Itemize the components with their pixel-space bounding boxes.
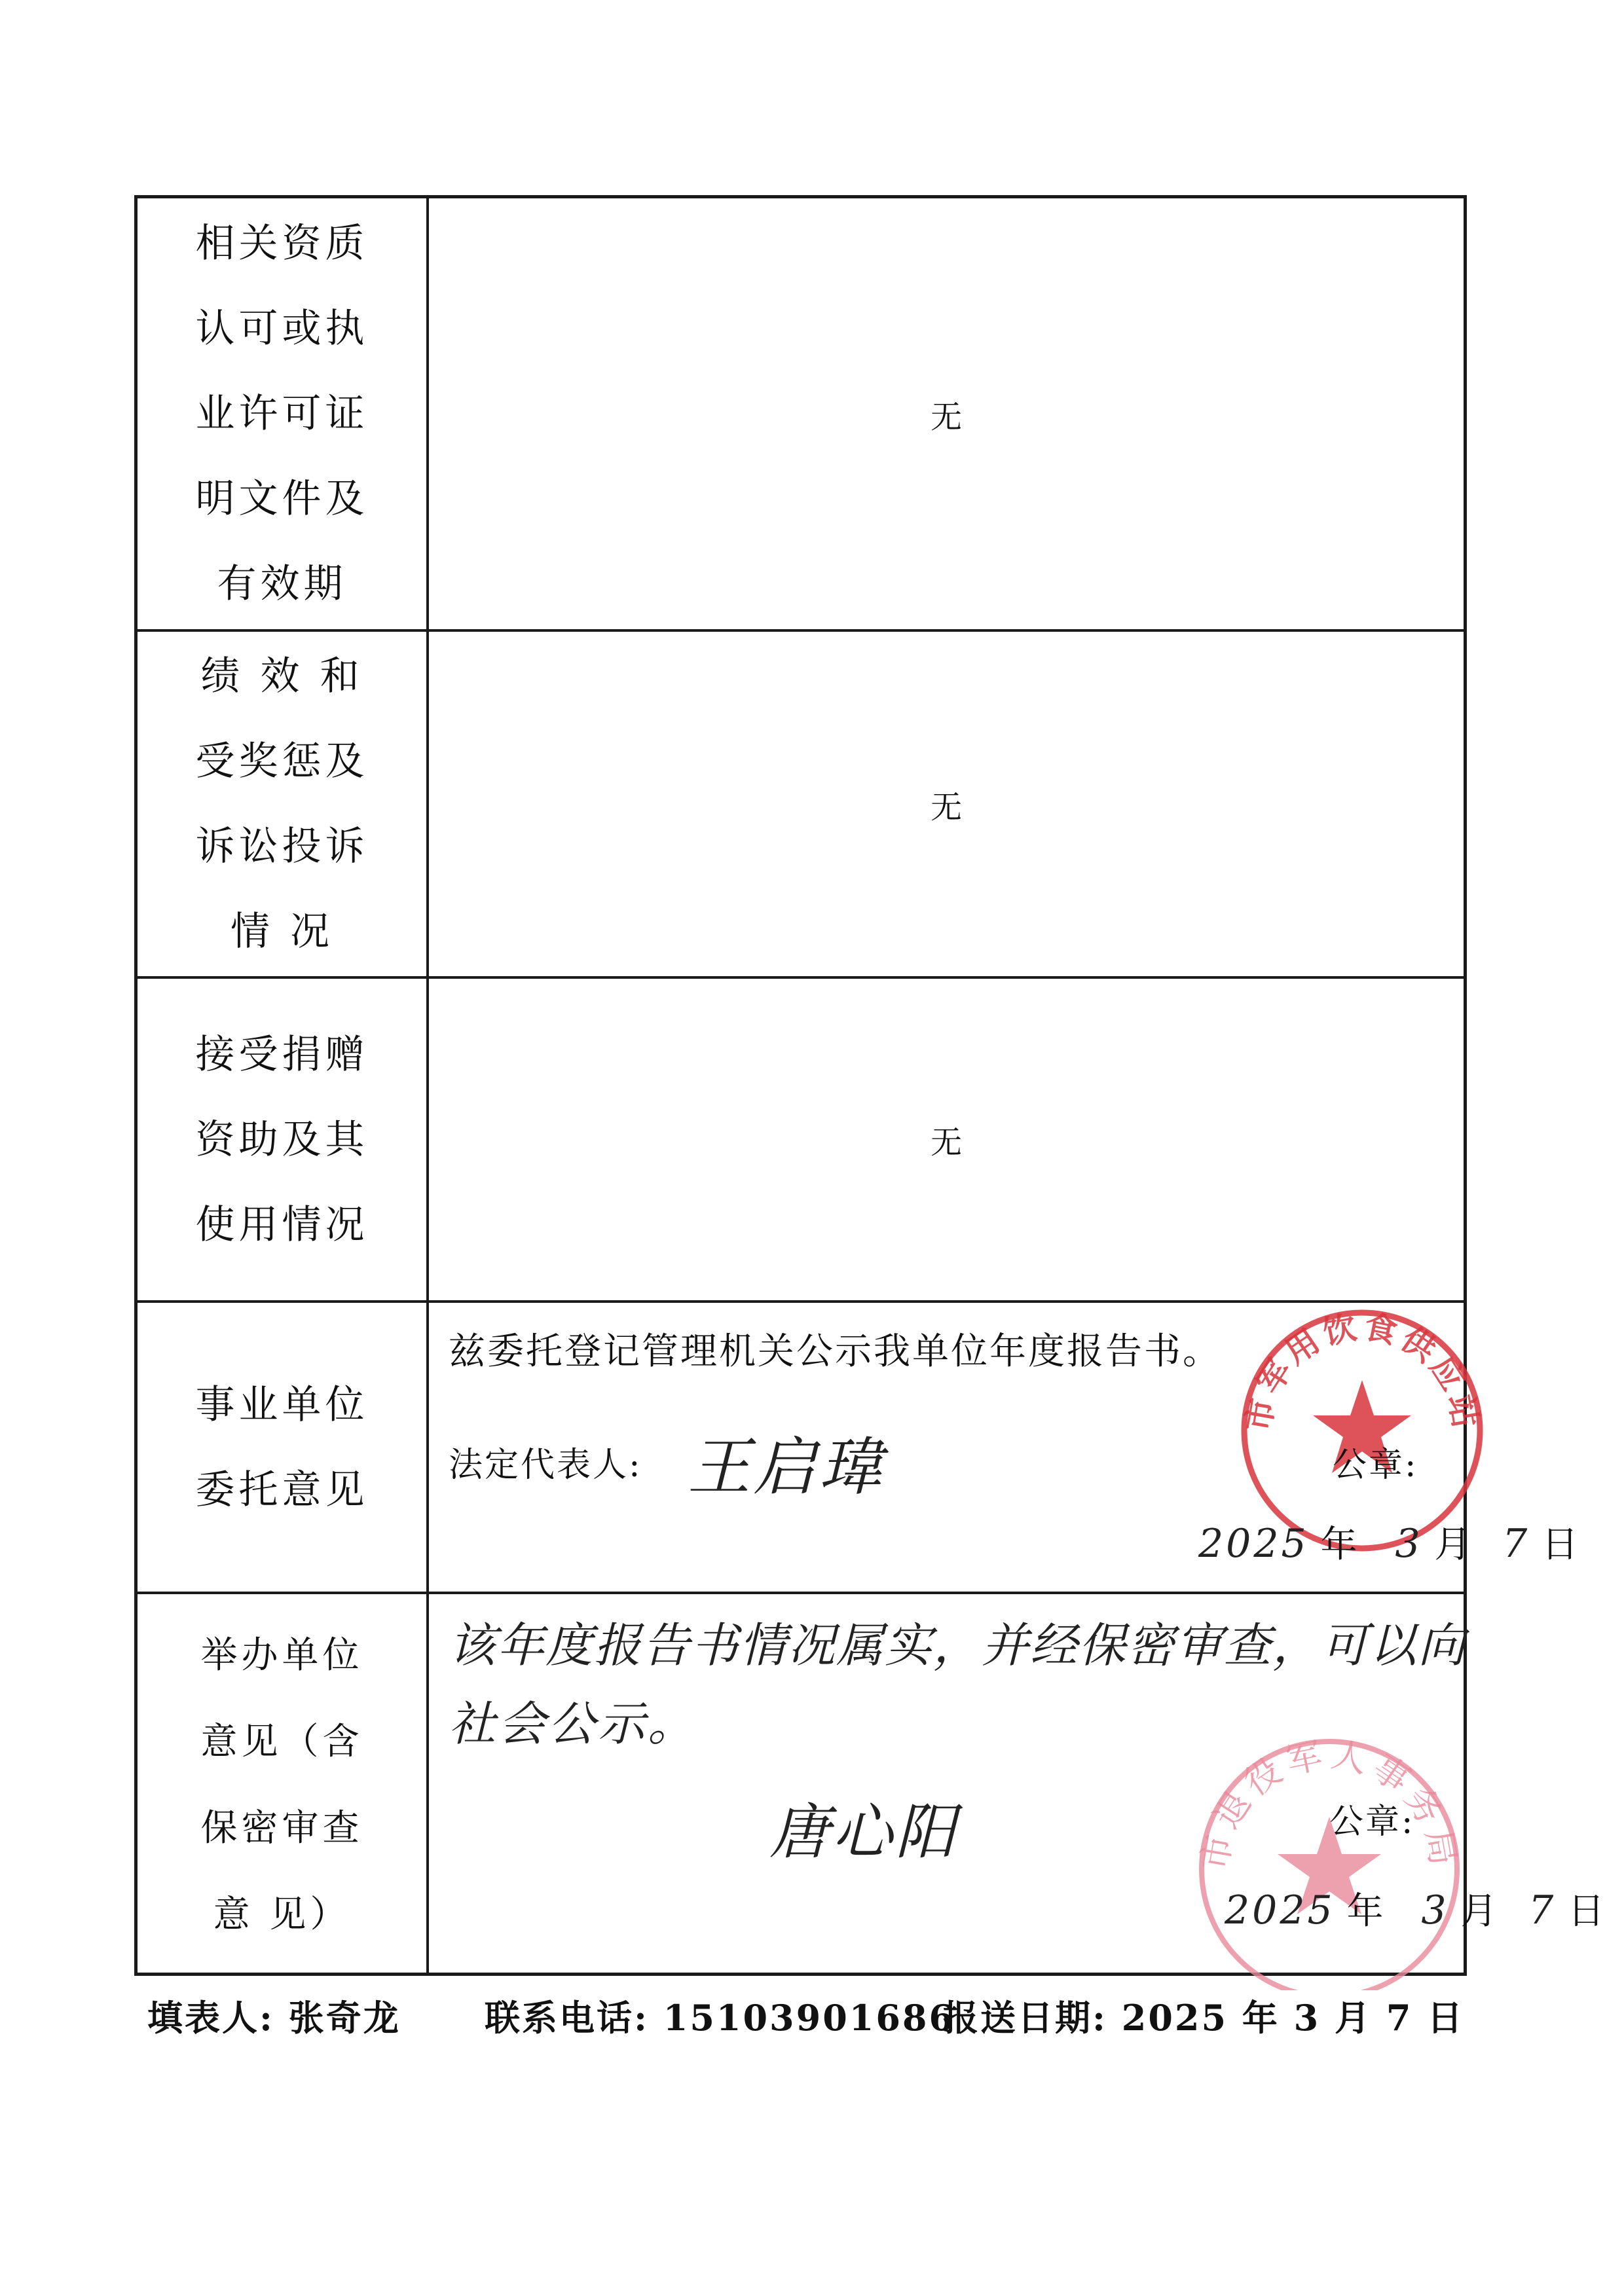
- legal-rep-signature: 王启瑋: [688, 1430, 884, 1504]
- report-form-table: [134, 195, 1605, 1976]
- footer-phone: [485, 1990, 955, 2041]
- filler-name: 张奇龙: [288, 1997, 401, 2039]
- label-line: 意 见）: [213, 1893, 351, 1936]
- label-line: 相关资质: [195, 221, 369, 266]
- footer-submit-date: [943, 1990, 1464, 2041]
- label-line: 受奖惩及: [195, 738, 369, 784]
- entrust-content-cell: [429, 1303, 1579, 1592]
- sponsor-seal: [1189, 1728, 1470, 1990]
- label-line: 委托意见: [195, 1467, 369, 1513]
- sponsor-seal-text: 市退役军人事务局: [1193, 1733, 1466, 1874]
- footer-filler: [147, 1990, 401, 2041]
- sponsor-opinion-line1: 该年度报告书情况属实，并经保密审查，可以向: [449, 1618, 1467, 1673]
- filler-label: 填表人:: [147, 1997, 274, 2039]
- row-donations: [138, 979, 1464, 1303]
- row-qualifications: [138, 198, 1464, 632]
- label-line: 资助及其: [195, 1116, 369, 1163]
- entrust-date-day: 7: [1502, 1521, 1530, 1567]
- performance-label: [138, 632, 429, 976]
- entrust-date: [1198, 1516, 1578, 1568]
- entrust-date-month: 3: [1395, 1521, 1423, 1567]
- phone-label: 联系电话:: [485, 1997, 649, 2039]
- sponsor-date: [1225, 1882, 1604, 1935]
- label-line: 意见（含: [200, 1720, 363, 1763]
- label-line: 认可或执: [195, 306, 369, 352]
- label-line: 业许可证: [195, 391, 369, 437]
- qualifications-value: 无: [930, 398, 962, 435]
- qualifications-label: [138, 198, 429, 629]
- qualifications-value-cell: [429, 198, 1464, 629]
- entrust-seal-text: 市军用饮食供应站: [1238, 1307, 1486, 1434]
- label-line: 保密审查: [200, 1806, 363, 1850]
- entrust-statement: 兹委托登记管理机关公示我单位年度报告书。: [449, 1330, 1221, 1373]
- entrust-date-month-unit: 月: [1434, 1523, 1471, 1566]
- sponsor-date-day-unit: 日: [1568, 1890, 1605, 1933]
- label-line: 接受捐赠: [195, 1031, 369, 1078]
- sponsor-date-day: 7: [1528, 1887, 1557, 1933]
- legal-rep-label: 法定代表人:: [449, 1446, 642, 1485]
- label-line: 诉讼投诉: [195, 824, 369, 869]
- entrust-date-day-unit: 日: [1541, 1523, 1579, 1566]
- submit-date-label: 报送日期:: [943, 1997, 1107, 2039]
- label-line: 绩 效 和: [200, 653, 363, 699]
- donations-label: [138, 979, 429, 1300]
- sponsor-signature: 唐心阳: [769, 1797, 959, 1867]
- performance-value-cell: [429, 632, 1464, 976]
- sponsor-date-year-unit: 年: [1346, 1890, 1384, 1933]
- entrust-date-year-unit: 年: [1320, 1523, 1357, 1566]
- donations-value-cell: [429, 979, 1464, 1300]
- label-line: 有效期: [217, 561, 347, 607]
- phone-number: 15103901686: [663, 1997, 956, 2039]
- label-line: 情 况: [230, 909, 334, 955]
- sponsor-date-month: 3: [1421, 1887, 1449, 1933]
- entrust-label: [138, 1303, 429, 1592]
- entrust-date-year: 2025: [1198, 1521, 1309, 1567]
- entrust-seal-label: 公章:: [1333, 1446, 1418, 1485]
- submit-date: 2025 年 3 月 7 日: [1121, 1997, 1465, 2039]
- label-line: 使用情况: [195, 1201, 369, 1248]
- sponsor-seal-label: 公章:: [1329, 1802, 1415, 1842]
- label-line: 事业单位: [195, 1381, 369, 1428]
- donations-value: 无: [930, 1124, 962, 1161]
- performance-value: 无: [930, 788, 962, 826]
- row-entrust-opinion: [138, 1303, 1579, 1594]
- sponsor-opinion-line2: 社会公示。: [449, 1696, 698, 1751]
- label-line: 明文件及: [195, 476, 369, 522]
- sponsor-content-cell: [429, 1594, 1605, 1976]
- row-performance: [138, 632, 1464, 979]
- sponsor-date-year: 2025: [1225, 1887, 1335, 1933]
- row-sponsor-opinion: [138, 1594, 1605, 1976]
- sponsor-date-month-unit: 月: [1460, 1890, 1498, 1933]
- label-line: 举办单位: [200, 1633, 363, 1677]
- sponsor-label: [138, 1594, 429, 1976]
